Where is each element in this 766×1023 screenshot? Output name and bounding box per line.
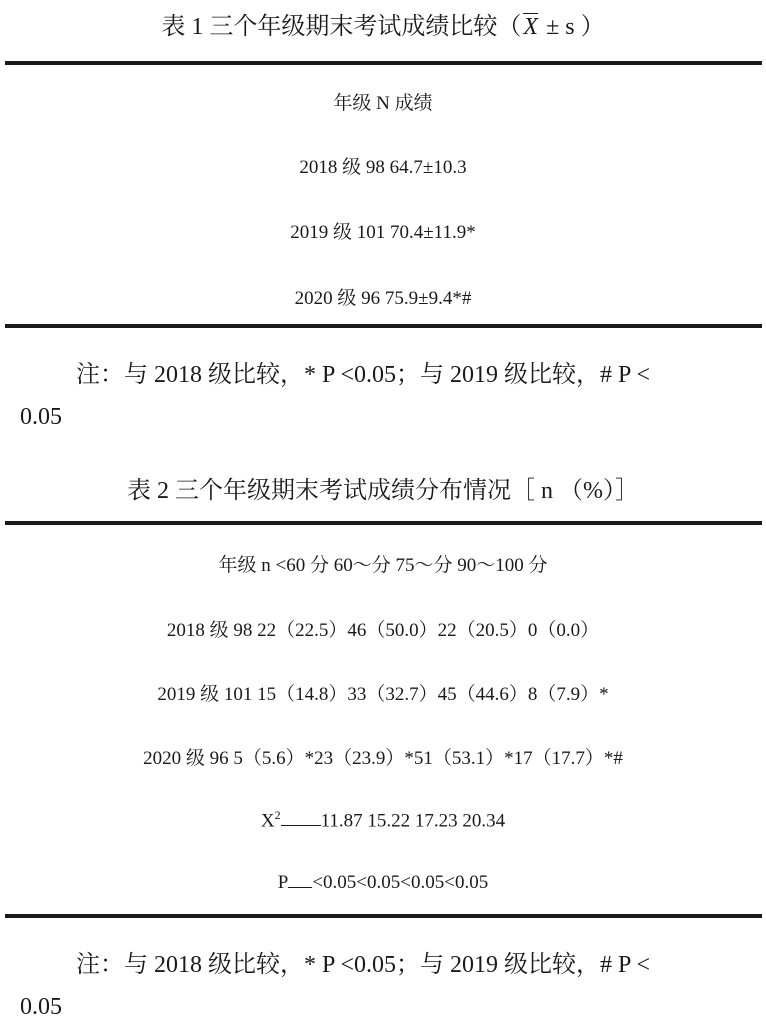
table2-chi-square-row [0,808,766,832]
chi-square-superscript: 2 [274,808,281,822]
table1-top-rule [5,61,762,65]
table1-title-suffix: ± s ） [540,14,605,40]
table1-row-2019: 2019 级 101 70.4±11.9* [290,222,476,243]
p-blank [288,887,312,888]
table1-title-xbar: X [523,14,539,40]
table1-note-line2: 0.05 [20,404,62,430]
p-label: P [277,872,289,893]
chi-square-label: X [260,810,275,832]
table2-top-rule [5,521,762,525]
table2-row-2019: 2019 级 101 15（14.8）33（32.7）45（44.6）8（7.9）* [157,684,609,705]
chi-square-values: 11.87 15.22 17.23 20.34 [320,810,506,832]
table2-title: 表 2 三个年级期末考试成绩分布情况［ n （%）］ [127,478,639,504]
table1-note-line1: 注：与 2018 级比较，* P <0.05；与 2019 级比较，# P < [76,362,650,388]
table2-note-line1: 注：与 2018 级比较，* P <0.05；与 2019 级比较，# P < [76,952,650,978]
table1-header-row: 年级 N 成绩 [333,93,433,114]
table1-row-2020: 2020 级 96 75.9±9.4*# [294,288,472,309]
table2-header-row: 年级 n <60 分 60～分 75～分 90～100 分 [218,555,548,576]
table1-title-prefix: 表 1 三个年级期末考试成绩比较（ [161,14,522,40]
table2-p-row [0,872,766,894]
table1-bottom-rule [5,324,762,328]
p-values: <0.05<0.05<0.05<0.05 [312,872,489,893]
table2-bottom-rule [5,914,762,918]
table2-row-2018: 2018 级 98 22（22.5）46（50.0）22（20.5）0（0.0） [166,620,600,641]
table1-title [0,6,766,41]
table2-note-line2: 0.05 [20,994,62,1020]
chi-square-blank [281,825,321,826]
table2-row-2020: 2020 级 96 5（5.6）*23（23.9）*51（53.1）*17（17.7）*# [143,748,623,769]
table1-row-2018: 2018 级 98 64.7±10.3 [299,157,467,178]
